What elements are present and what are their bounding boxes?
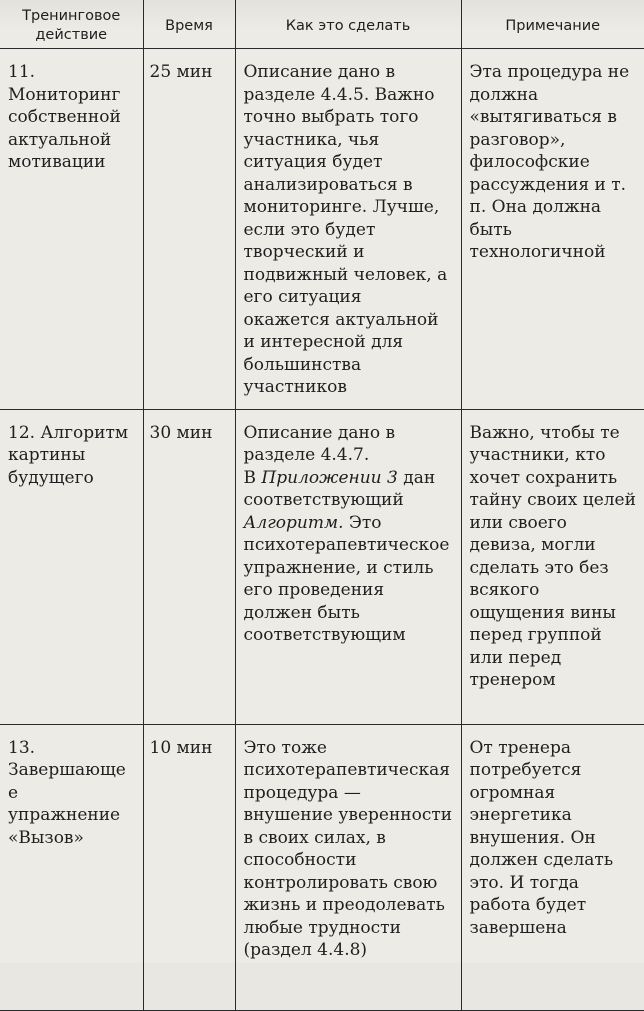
how-text-part: В (243, 467, 262, 488)
cell-action: 12. Алгоритм картины будущего (0, 409, 143, 724)
table-header-row (0, 0, 644, 49)
header-action: Тренинговое действие (0, 0, 143, 49)
cell-time: 25 мин (143, 49, 235, 410)
cell-note: От тренера потребуется огромная энергетика внушения. Он должен сделать это. И тогда работа будет завершена (461, 724, 644, 1010)
algorithm-reference: Алгоритм. (243, 512, 344, 533)
table-row (0, 49, 644, 410)
cell-how: Описание дано в разделе 4.4.5. Важно точно выбрать того участника, чья ситуация будет анализироваться в мониторинге. Лучше, если это будет творческий и подвижный человек, а его ситуация окажется актуальной и интересной для большинства участников (235, 49, 461, 410)
cell-time: 30 мин (143, 409, 235, 724)
header-how: Как это сделать (235, 0, 461, 49)
cell-how (235, 409, 461, 724)
cell-note: Эта процедура не должна «вытягиваться в разговор», философские рассуждения и т. п. Она должна быть технологичной (461, 49, 644, 410)
how-text-part: Это психотерапевтическое упражнение, и стиль его проведения должен быть соответствующим (243, 512, 450, 645)
cell-note: Важно, чтобы те участники, кто хочет сохранить тайну своих целей или своего девиза, могли сделать это без всякого ощущения вины перед группой или перед тренером (461, 409, 644, 724)
table-row (0, 724, 644, 1010)
header-time: Время (143, 0, 235, 49)
how-text-part: Описание дано в разделе 4.4.7. (243, 422, 396, 465)
table-row (0, 409, 644, 724)
how-text-part: дан соответствующий (243, 467, 436, 510)
appendix-reference: Приложении 3 (261, 467, 398, 488)
cell-how: Это тоже психотерапевтическая процедура — внушение уверенности в своих силах, в способности контролировать свою жизнь и преодолевать любые трудности (раздел 4.4.8) (235, 724, 461, 1010)
cell-action: 11. Мониторинг собственной актуальной мотивации (0, 49, 143, 410)
cell-time: 10 мин (143, 724, 235, 1010)
cell-action: 13. Завершающее упражнение «Вызов» (0, 724, 143, 1010)
header-note: Примечание (461, 0, 644, 49)
